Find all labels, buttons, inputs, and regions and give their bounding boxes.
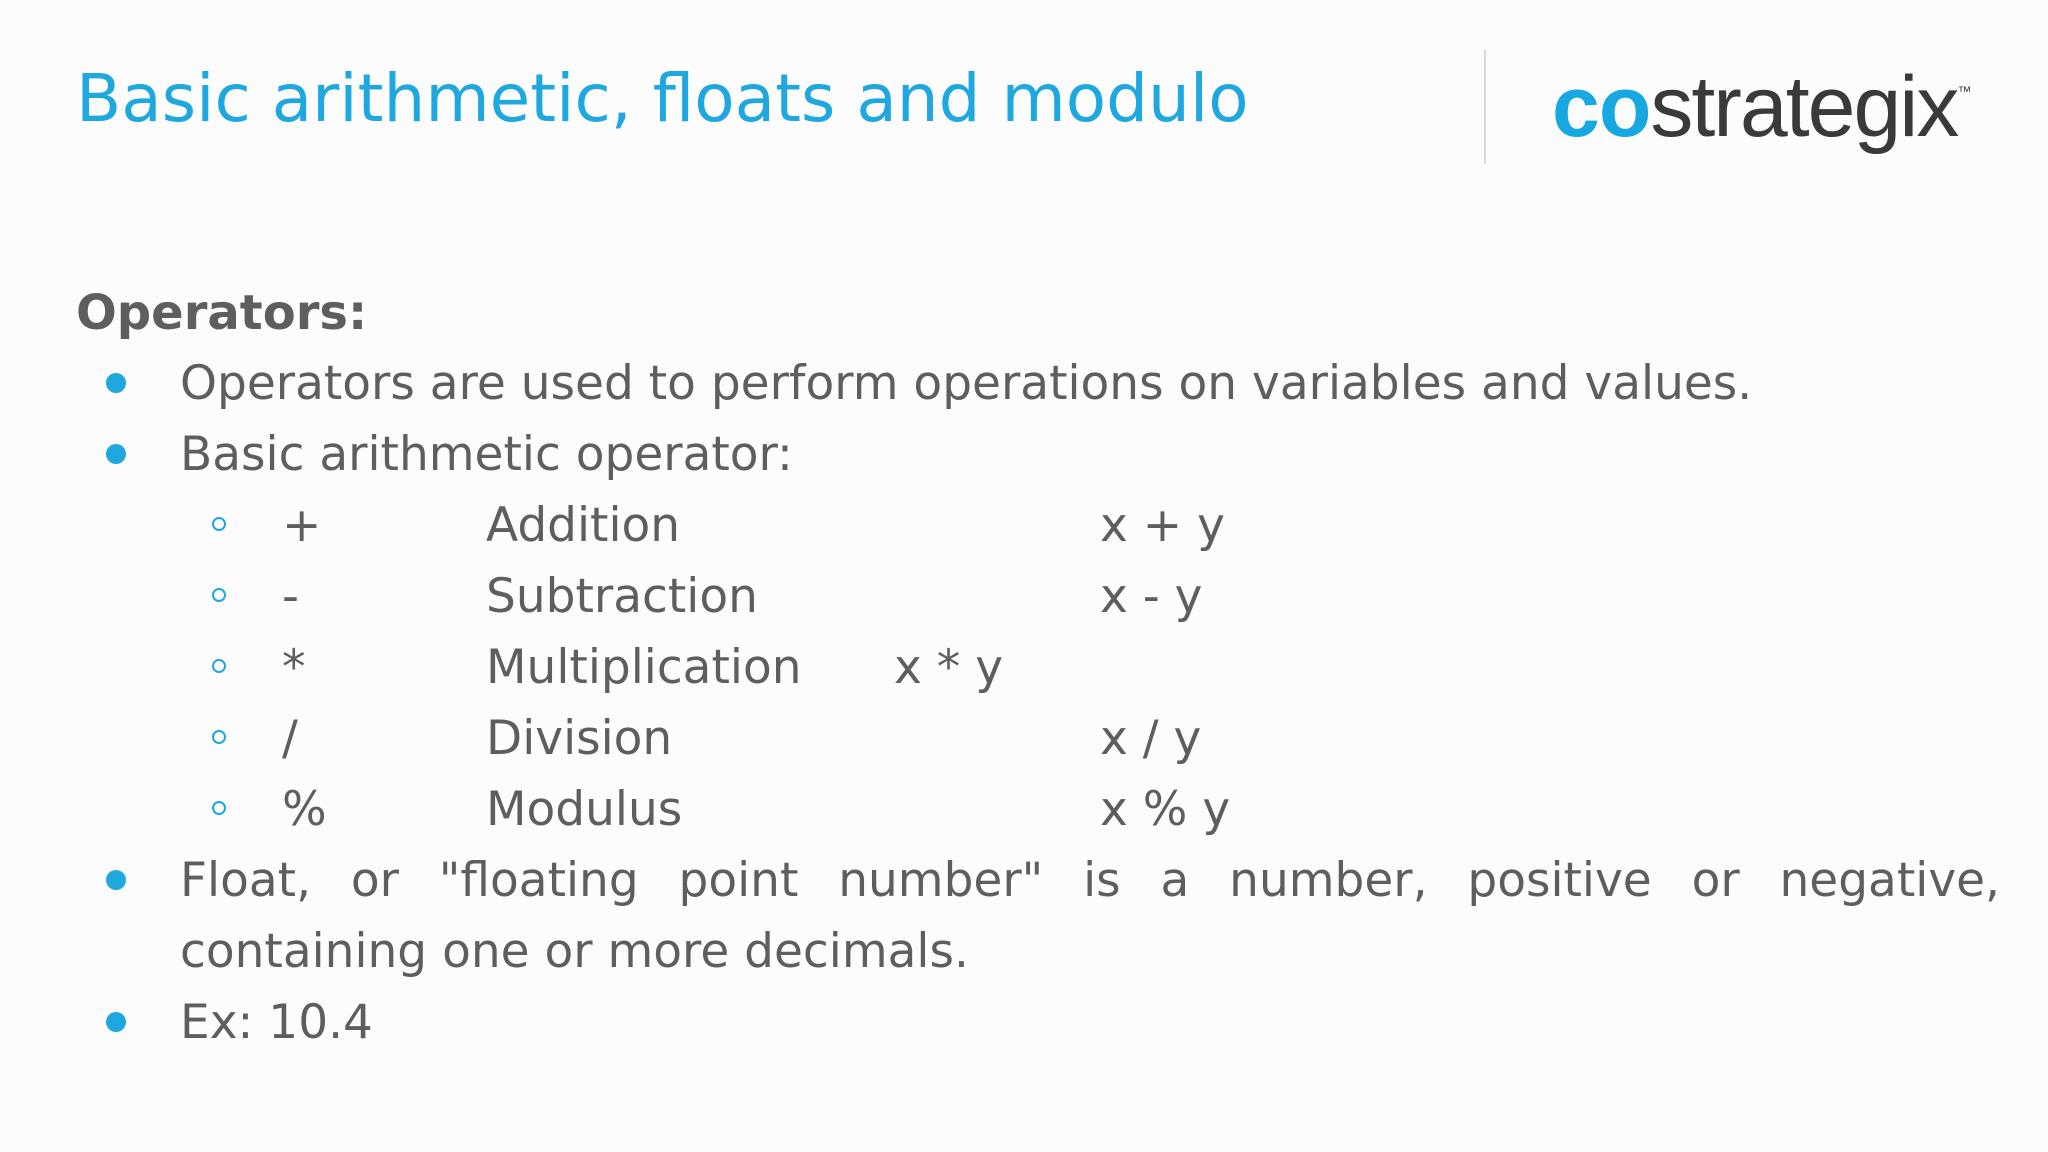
- operators-heading: Operators:: [76, 285, 368, 341]
- operator-name: Modulus: [486, 782, 683, 837]
- float-definition-text: Float, or "floating point number" is a number, positive or negative, containing one or more decimals.: [180, 853, 2000, 979]
- bullet-item: [76, 845, 2000, 987]
- operator-symbol: +: [282, 498, 322, 553]
- operator-name: Division: [486, 711, 673, 766]
- logo-strategix: strategix: [1650, 59, 1958, 155]
- operator-symbol: /: [282, 711, 298, 766]
- bullet-item: [76, 419, 2000, 490]
- logo-trademark: ™: [1957, 83, 1972, 99]
- logo-co: co: [1552, 59, 1651, 155]
- hollow-bullet-icon: [212, 801, 226, 815]
- operator-name: Multiplication: [486, 640, 802, 695]
- bullet-item: [76, 348, 2000, 419]
- operator-example: x * y: [894, 640, 1004, 695]
- operator-symbol: *: [282, 640, 306, 695]
- bullet-dot-icon: [106, 870, 126, 890]
- operator-row-modulus: [76, 774, 2000, 845]
- bullet-dot-icon: [106, 444, 126, 464]
- bullet-item: [76, 987, 2000, 1058]
- operator-example: x / y: [1100, 711, 1202, 766]
- hollow-bullet-icon: [212, 659, 226, 673]
- operator-example: x % y: [1100, 782, 1231, 837]
- operator-example: x - y: [1100, 569, 1203, 624]
- operator-row-addition: [76, 490, 2000, 561]
- operator-symbol: %: [282, 782, 327, 837]
- operator-row-subtraction: [76, 561, 2000, 632]
- hollow-bullet-icon: [212, 588, 226, 602]
- operator-row-division: [76, 703, 2000, 774]
- slide-content: [76, 278, 2000, 1058]
- slide-title: Basic arithmetic, floats and modulo: [76, 60, 1249, 137]
- bullet-dot-icon: [106, 373, 126, 393]
- operator-name: Subtraction: [486, 569, 758, 624]
- header-divider: [1484, 50, 1486, 164]
- bullet-text: Basic arithmetic operator:: [180, 427, 793, 482]
- costrategix-logo: [1552, 59, 1972, 164]
- operator-symbol: -: [282, 569, 299, 624]
- operator-row-multiplication: [76, 632, 2000, 703]
- float-example-text: Ex: 10.4: [180, 995, 373, 1050]
- bullet-dot-icon: [106, 1012, 126, 1032]
- operator-name: Addition: [486, 498, 681, 553]
- bullet-text: Operators are used to perform operations on variables and values.: [180, 356, 1753, 411]
- hollow-bullet-icon: [212, 517, 226, 531]
- hollow-bullet-icon: [212, 730, 226, 744]
- operator-example: x + y: [1100, 498, 1225, 553]
